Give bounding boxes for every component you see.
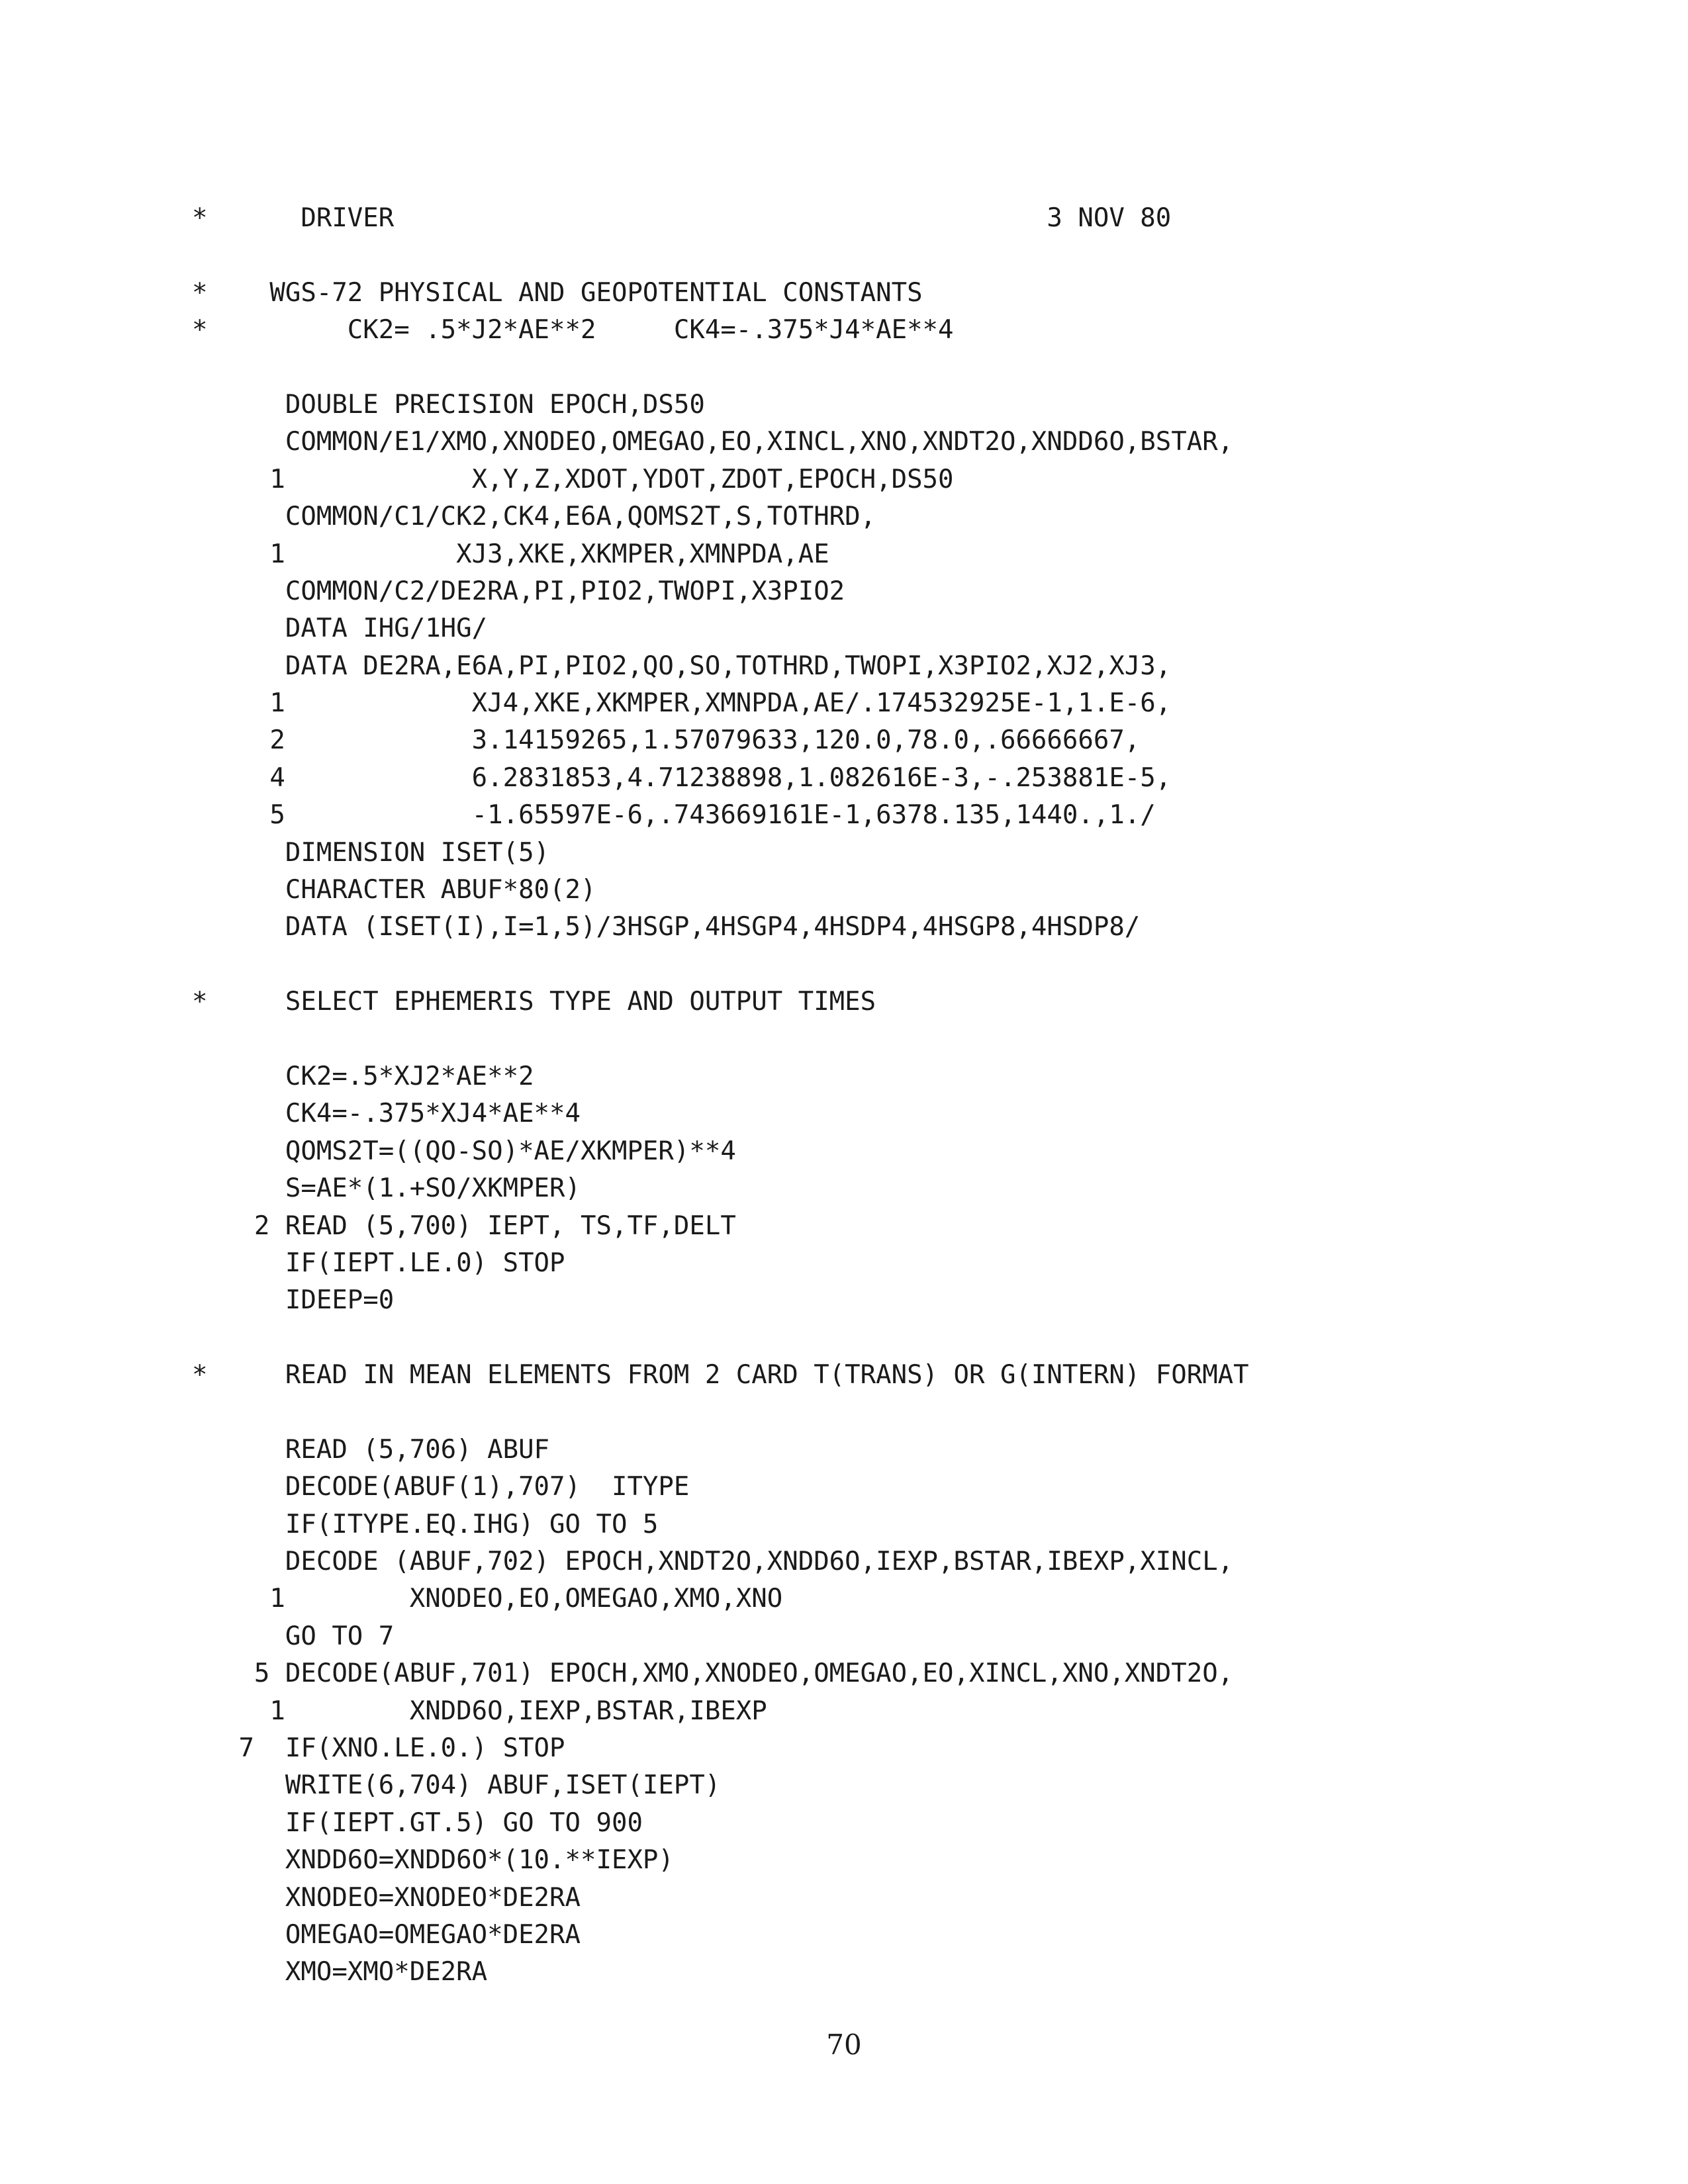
code-line: 5 -1.65597E-6,.743669161E-1,6378.135,1440.,1./ [192, 800, 1156, 831]
code-line: DATA (ISET(I),I=1,5)/3HSGP,4HSGP4,4HSDP4,4HSGP8,4HSDP8/ [192, 912, 1141, 942]
code-line: * CK2= .5*J2*AE**2 CK4=-.375*J4*AE**4 [192, 315, 954, 345]
code-line: DATA DE2RA,E6A,PI,PIO2,QO,SO,TOTHRD,TWOPI,X3PIO2,XJ2,XJ3, [192, 651, 1172, 681]
code-line: CHARACTER ABUF*80(2) [192, 875, 596, 905]
code-line: * READ IN MEAN ELEMENTS FROM 2 CARD T(TRANS) OR G(INTERN) FORMAT [192, 1360, 1249, 1390]
code-line: DECODE(ABUF(1),707) ITYPE [192, 1472, 690, 1502]
code-line: IF(ITYPE.EQ.IHG) GO TO 5 [192, 1509, 659, 1539]
code-line: CK4=-.375*XJ4*AE**4 [192, 1099, 581, 1129]
code-line: CK2=.5*XJ2*AE**2 [192, 1061, 534, 1091]
code-line: DATA IHG/1HG/ [192, 614, 488, 644]
blank-line [192, 349, 1582, 387]
code-line: COMMON/C1/CK2,CK4,E6A,QOMS2T,S,TOTHRD, [192, 502, 876, 532]
fortran-code-listing [192, 200, 1582, 1991]
code-line: 1 XNDD6O,IEXP,BSTAR,IBEXP [192, 1696, 767, 1726]
code-line: 1 XNODEO,EO,OMEGAO,XMO,XNO [192, 1584, 783, 1614]
code-line: 5 DECODE(ABUF,701) EPOCH,XMO,XNODEO,OMEGAO,EO,XINCL,XNO,XNDT2O, [192, 1659, 1234, 1689]
code-line: COMMON/C2/DE2RA,PI,PIO2,TWOPI,X3PIO2 [192, 576, 845, 606]
code-line: * WGS-72 PHYSICAL AND GEOPOTENTIAL CONSTANTS [192, 277, 923, 308]
code-line: * DRIVER 3 NOV 80 [192, 203, 1172, 233]
code-line: 2 READ (5,700) IEPT, TS,TF,DELT [192, 1210, 736, 1241]
code-line: 1 XJ4,XKE,XKMPER,XMNPDA,AE/.174532925E-1,1.E-6, [192, 688, 1172, 719]
code-line: 1 X,Y,Z,XDOT,YDOT,ZDOT,EPOCH,DS50 [192, 464, 954, 494]
code-line: S=AE*(1.+SO/XKMPER) [192, 1173, 581, 1204]
code-line: GO TO 7 [192, 1621, 395, 1651]
page-number: 70 [826, 2028, 862, 2061]
code-line: 4 6.2831853,4.71238898,1.082616E-3,-.253881E-5, [192, 762, 1172, 793]
blank-line [192, 237, 1582, 274]
code-line: COMMON/E1/XMO,XNODEO,OMEGAO,EO,XINCL,XNO,XNDT2O,XNDD6O,BSTAR, [192, 427, 1234, 457]
code-line: * SELECT EPHEMERIS TYPE AND OUTPUT TIMES [192, 987, 876, 1017]
code-line: 7 IF(XNO.LE.0.) STOP [192, 1733, 565, 1764]
code-line: XNODEO=XNODEO*DE2RA [192, 1882, 581, 1913]
code-line: READ (5,706) ABUF [192, 1434, 550, 1465]
code-line: DECODE (ABUF,702) EPOCH,XNDT2O,XNDD6O,IEXP,BSTAR,IBEXP,XINCL, [192, 1547, 1234, 1577]
code-line: IF(IEPT.LE.0) STOP [192, 1248, 565, 1278]
code-line: DOUBLE PRECISION EPOCH,DS50 [192, 389, 705, 420]
code-line: WRITE(6,704) ABUF,ISET(IEPT) [192, 1770, 721, 1801]
code-line: 1 XJ3,XKE,XKMPER,XMNPDA,AE [192, 539, 829, 569]
code-line: OMEGAO=OMEGAO*DE2RA [192, 1919, 581, 1950]
blank-line [192, 1021, 1582, 1058]
blank-line [192, 946, 1582, 983]
blank-line [192, 1320, 1582, 1357]
code-line: IF(IEPT.GT.5) GO TO 900 [192, 1807, 643, 1838]
blank-line [192, 1394, 1582, 1432]
code-line: XNDD6O=XNDD6O*(10.**IEXP) [192, 1845, 674, 1876]
code-line: IDEEP=0 [192, 1285, 395, 1316]
code-line: QOMS2T=((QO-SO)*AE/XKMPER)**4 [192, 1136, 736, 1166]
code-line: DIMENSION ISET(5) [192, 837, 550, 868]
code-line: 2 3.14159265,1.57079633,120.0,78.0,.66666667, [192, 725, 1141, 756]
code-line: XMO=XMO*DE2RA [192, 1957, 488, 1987]
